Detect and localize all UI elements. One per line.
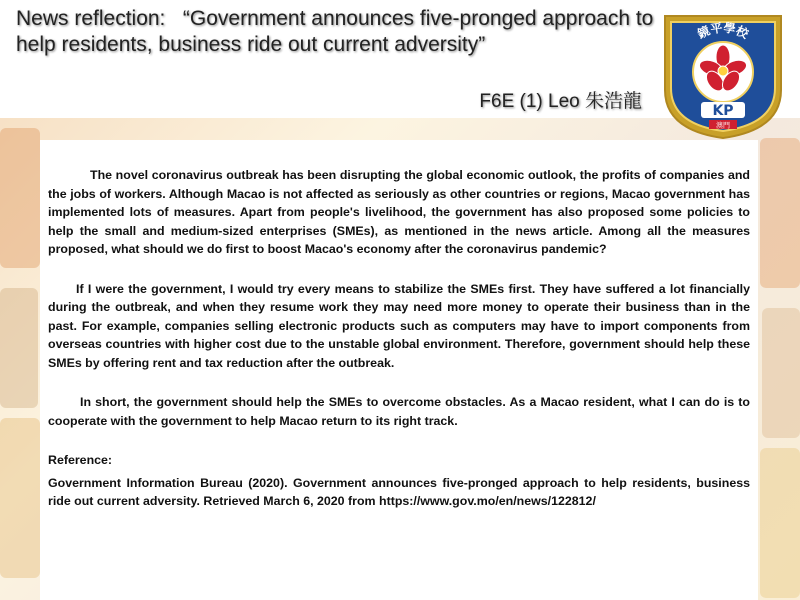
logo-place: 澳門 [716,121,730,130]
paragraph-body: If I were the government, I would try every means to stabilize the SMEs first. They have suffered a lot financially during the outbreak, and when they resume work they may need more money to operate their business than in the past. For example, companies selling electronic products such as computers may have to import components from overseas countries with higher cost due to the unstable global environment. Therefore, government should help these SMEs by offering rent and tax reduction after the outbreak. [48,281,750,370]
logo-initials: KP [712,103,734,119]
school-logo [661,12,785,140]
paragraph-conclusion: In short, the government should help the SMEs to overcome obstacles. As a Macao resident, what I can do is to cooperate with the government to help Macao return to its right track. [48,395,750,428]
paragraph-intro: The novel coronavirus outbreak has been disrupting the global economic outlook, the profits of companies and the jobs of workers. Although Macao is not affected as seriously as other countries or regions, Macao government has implemented lots of measures. Apart from people's livelihood, the government has also proposed some policies to help the small and medium-sized enterprises (SMEs), as mentioned in the news article. Among all the measures proposed, what should we do first to boost Macao's economy after the coronavirus pandemic? [48,168,750,256]
article-panel [40,140,758,600]
reference-heading: Reference: [48,453,113,467]
logo-arc-text: 鏡平學校 [695,20,751,42]
page-title: News reflection: “Government announces five-pronged approach to help residents, business ride out current adversity” [16,7,654,56]
reference-citation: Government Information Bureau (2020). Government announces five-pronged approach to help residents, business ride out current adversity. Retrieved March 6, 2020 from https://www.gov.mo/en/news/122812/ [48,475,750,508]
author-line: F6E (1) Leo 朱浩龍 [479,91,642,112]
